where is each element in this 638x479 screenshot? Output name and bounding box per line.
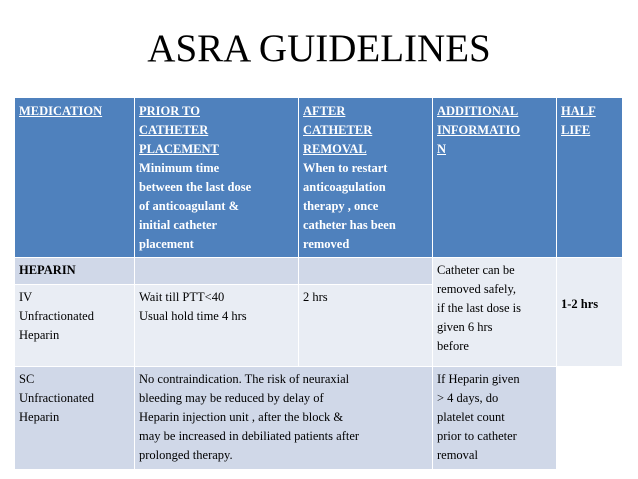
header-after-catheter-removal xyxy=(299,98,433,258)
cell-sc-additional: If Heparin given > 4 days, do platelet count prior to catheter removal xyxy=(433,367,557,470)
cell-heparin-additional: Catheter can be removed safely, if the last dose is given 6 hrs before xyxy=(433,258,557,367)
header-after-sub-2: anticoagulation xyxy=(303,180,386,194)
cell-heparin-medication: HEPARIN xyxy=(15,258,135,285)
cell-sc-medication: SC Unfractionated Heparin xyxy=(15,367,135,470)
header-additional-line-2: INFORMATIO xyxy=(437,123,521,137)
header-prior-to-catheter-placement xyxy=(135,98,299,258)
header-after-sub-4: catheter has been xyxy=(303,218,396,232)
header-half-life-line-1: HALF xyxy=(561,104,596,118)
header-after-line-1: AFTER xyxy=(303,104,346,118)
header-half-life-line-2: LIFE xyxy=(561,123,591,137)
page-title: ASRA GUIDELINES xyxy=(147,27,491,70)
header-after-line-2: CATHETER xyxy=(303,123,373,137)
header-additional-line-3: N xyxy=(437,142,447,156)
cell-iv-after: 2 hrs xyxy=(299,285,433,367)
header-after-sub-1: When to restart xyxy=(303,161,388,175)
table-header-row xyxy=(15,98,623,258)
header-prior-line-2: CATHETER xyxy=(139,123,209,137)
header-after-sub-3: therapy , once xyxy=(303,199,379,213)
header-prior-sub-1: Minimum time xyxy=(139,161,220,175)
asra-guidelines-table xyxy=(14,97,623,470)
cell-sc-prior-after: No contraindication. The risk of neuraxial bleeding may be reduced by delay of Heparin injection unit , after the block & may be increased in debiliated patients after prolonged therapy. xyxy=(135,367,433,470)
header-prior-sub-5: placement xyxy=(139,237,194,251)
header-prior-sub-4: initial catheter xyxy=(139,218,218,232)
cell-heparin-prior-empty xyxy=(135,258,299,285)
header-prior-sub-3: of anticoagulant & xyxy=(139,199,239,213)
cell-iv-medication: IV Unfractionated Heparin xyxy=(15,285,135,367)
header-additional-information xyxy=(433,98,557,258)
header-additional-line-1: ADDITIONAL xyxy=(437,104,519,118)
cell-half-life: 1-2 hrs xyxy=(557,258,623,367)
header-half-life xyxy=(557,98,623,258)
header-prior-sub-2: between the last dose xyxy=(139,180,252,194)
header-after-line-3: REMOVAL xyxy=(303,142,367,156)
table-row-heparin xyxy=(15,258,623,285)
header-prior-line-3: PLACEMENT xyxy=(139,142,219,156)
table-row-sc-unfractionated-heparin xyxy=(15,367,623,470)
header-medication: MEDICATION xyxy=(15,98,135,258)
cell-iv-prior: Wait till PTT<40 Usual hold time 4 hrs xyxy=(135,285,299,367)
header-prior-line-1: PRIOR TO xyxy=(139,104,201,118)
cell-heparin-after-empty xyxy=(299,258,433,285)
header-after-sub-5: removed xyxy=(303,237,350,251)
